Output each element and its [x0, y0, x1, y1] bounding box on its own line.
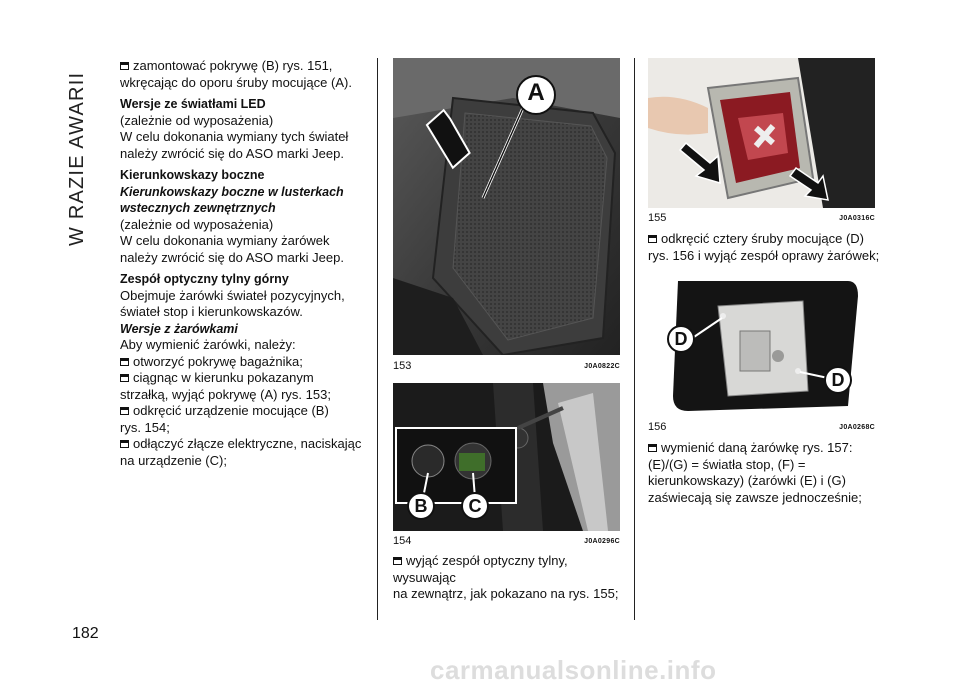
text-line: otworzyć pokrywę bagażnika;	[133, 353, 303, 369]
text-column-2	[393, 553, 628, 603]
text-column-3b	[648, 440, 888, 506]
text-line: wkręcając do oporu śruby mocujące (A).	[120, 74, 352, 90]
text-line: (zależnie od wyposażenia)	[120, 216, 274, 232]
figure-number: 155	[648, 212, 667, 224]
bullet-icon	[120, 374, 129, 382]
text-line: rys. 156 i wyjąć zespół oprawy żarówek;	[648, 247, 880, 263]
callout-label: B	[414, 496, 428, 516]
column-divider	[377, 58, 378, 620]
heading: Kierunkowskazy boczne	[120, 168, 265, 182]
callout-label: D	[674, 329, 688, 349]
bullet-icon	[648, 235, 657, 243]
figure-155-caption	[648, 212, 875, 224]
figure-154-caption	[393, 535, 620, 547]
figure-code: J0A0268C	[839, 424, 875, 431]
heading: Wersje ze światłami LED	[120, 97, 266, 111]
text-line: wyjąć zespół optyczny tylny, wysuwając	[393, 553, 568, 585]
figure-number: 154	[393, 535, 412, 547]
figure-154-photo	[393, 383, 620, 531]
text-line: należy zwrócić się do ASO marki Jeep.	[120, 145, 344, 161]
figure-153-photo	[393, 58, 620, 355]
watermark-footer: carmanualsonline.info	[430, 655, 717, 685]
figure-153-caption	[393, 360, 620, 372]
callout-label: A	[527, 79, 545, 106]
text-line: wymienić daną żarówkę rys. 157:	[661, 440, 853, 455]
subheading: Kierunkowskazy boczne w lusterkach	[120, 184, 344, 199]
bullet-icon	[120, 407, 129, 415]
section-title: W RAZIE AWARII	[66, 71, 88, 246]
text-line: rys. 154;	[120, 419, 170, 435]
figure-156-caption	[648, 421, 875, 433]
figure-155-photo	[648, 58, 875, 208]
figure-code: J0A0316C	[839, 215, 875, 222]
text-line: odłączyć złącze elektryczne, naciskając	[133, 436, 362, 451]
text-line: odkręcić urządzenie mocujące (B)	[133, 403, 329, 418]
text-line: Obejmuje żarówki świateł pozycyjnych,	[120, 287, 345, 303]
text-column-1	[120, 58, 370, 469]
subheading: Wersje z żarówkami	[120, 321, 238, 336]
text-line: kierunkowskazy) (żarówki (E) i (G)	[648, 473, 846, 488]
bullet-icon	[120, 358, 129, 366]
figure-code: J0A0296C	[584, 538, 620, 545]
figure-number: 153	[393, 360, 412, 372]
text-line: strzałką, wyjąć pokrywę (A) rys. 153;	[120, 386, 331, 402]
bullet-icon	[120, 440, 129, 448]
text-line: na zewnątrz, jak pokazano na rys. 155;	[393, 586, 619, 601]
text-line: ciągnąc w kierunku pokazanym	[133, 370, 314, 385]
page-number: 182	[72, 625, 99, 642]
column-divider	[634, 58, 635, 620]
figure-156-photo	[648, 276, 875, 416]
heading: Zespół optyczny tylny górny	[120, 272, 289, 286]
figure-code: J0A0822C	[584, 363, 620, 370]
text-line: W celu dokonania wymiany tych świateł	[120, 129, 349, 144]
bullet-icon	[393, 557, 402, 565]
text-line: należy zwrócić się do ASO marki Jeep.	[120, 249, 344, 265]
text-line: W celu dokonania wymiany żarówek	[120, 233, 330, 248]
bullet-icon	[648, 444, 657, 452]
text-line: (E)/(G) = światła stop, (F) =	[648, 456, 806, 472]
text-line: świateł stop i kierunkowskazów.	[120, 304, 303, 319]
callout-label: C	[468, 496, 482, 516]
subheading: wstecznych zewnętrznych	[120, 201, 276, 215]
text-line: na urządzenie (C);	[120, 452, 227, 468]
text-column-3a	[648, 231, 888, 264]
bullet-icon	[120, 62, 129, 70]
text-line: (zależnie od wyposażenia)	[120, 112, 274, 128]
callout-label: D	[831, 370, 845, 390]
figure-number: 156	[648, 421, 667, 433]
text-line: odkręcić cztery śruby mocujące (D)	[661, 231, 864, 246]
text-line: Aby wymienić żarówki, należy:	[120, 337, 296, 352]
text-line: zamontować pokrywę (B) rys. 151,	[133, 58, 333, 73]
text-line: zaświecają się zawsze jednocześnie;	[648, 489, 862, 505]
